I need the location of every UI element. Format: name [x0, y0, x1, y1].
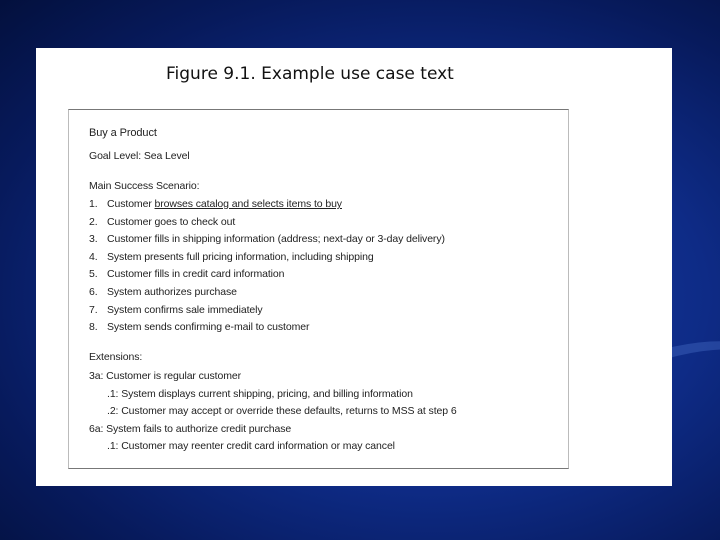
extension-item: 3a: Customer is regular customer [89, 370, 242, 382]
step-text: Customer fills in credit card information [107, 268, 285, 281]
use-case-title: Buy a Product [89, 127, 157, 139]
step-number: 5. [89, 268, 98, 281]
step-text: Customer goes to check out [107, 215, 236, 228]
step-number: 8. [89, 321, 98, 334]
step-number: 2. [89, 215, 98, 228]
scenario-step [89, 268, 284, 280]
extensions-header: Extensions: [89, 351, 143, 363]
step-text: Customer fills in shipping information (address; next-day or 3-day delivery) [107, 233, 445, 246]
step-underlined-text: browses catalog and selects items to buy [154, 198, 342, 210]
extension-substep: .2: Customer may accept or override these defaults, returns to MSS at step 6 [107, 405, 457, 418]
step-number: 3. [89, 233, 98, 246]
goal-level: Goal Level: Sea Level [89, 150, 190, 162]
figure-title: Figure 9.1. Example use case text [166, 64, 454, 84]
scenario-step [89, 198, 342, 210]
step-text: System sends confirming e-mail to customer [107, 321, 310, 334]
scenario-step [89, 304, 263, 316]
scenario-step [89, 216, 235, 228]
extension-substep: .1: System displays current shipping, pricing, and billing information [107, 387, 413, 400]
step-number: 1. [89, 198, 98, 210]
scenario-step [89, 233, 445, 245]
scenario-step [89, 286, 237, 298]
step-text: System presents full pricing information, including shipping [107, 250, 374, 263]
scenario-step [89, 321, 309, 333]
use-case-box [68, 109, 569, 469]
scenario-step [89, 251, 374, 263]
extension-substep: .1: Customer may reenter credit card information or may cancel [107, 440, 395, 453]
step-text: System confirms sale immediately [107, 303, 263, 316]
step-number: 7. [89, 303, 98, 316]
step-text: Customer [107, 198, 155, 210]
step-number: 6. [89, 286, 98, 298]
step-text: System authorizes purchase [107, 286, 237, 298]
step-number: 4. [89, 250, 98, 263]
main-scenario-header: Main Success Scenario: [89, 180, 200, 192]
extension-item: 6a: System fails to authorize credit purchase [89, 422, 292, 435]
figure-image [36, 48, 672, 486]
